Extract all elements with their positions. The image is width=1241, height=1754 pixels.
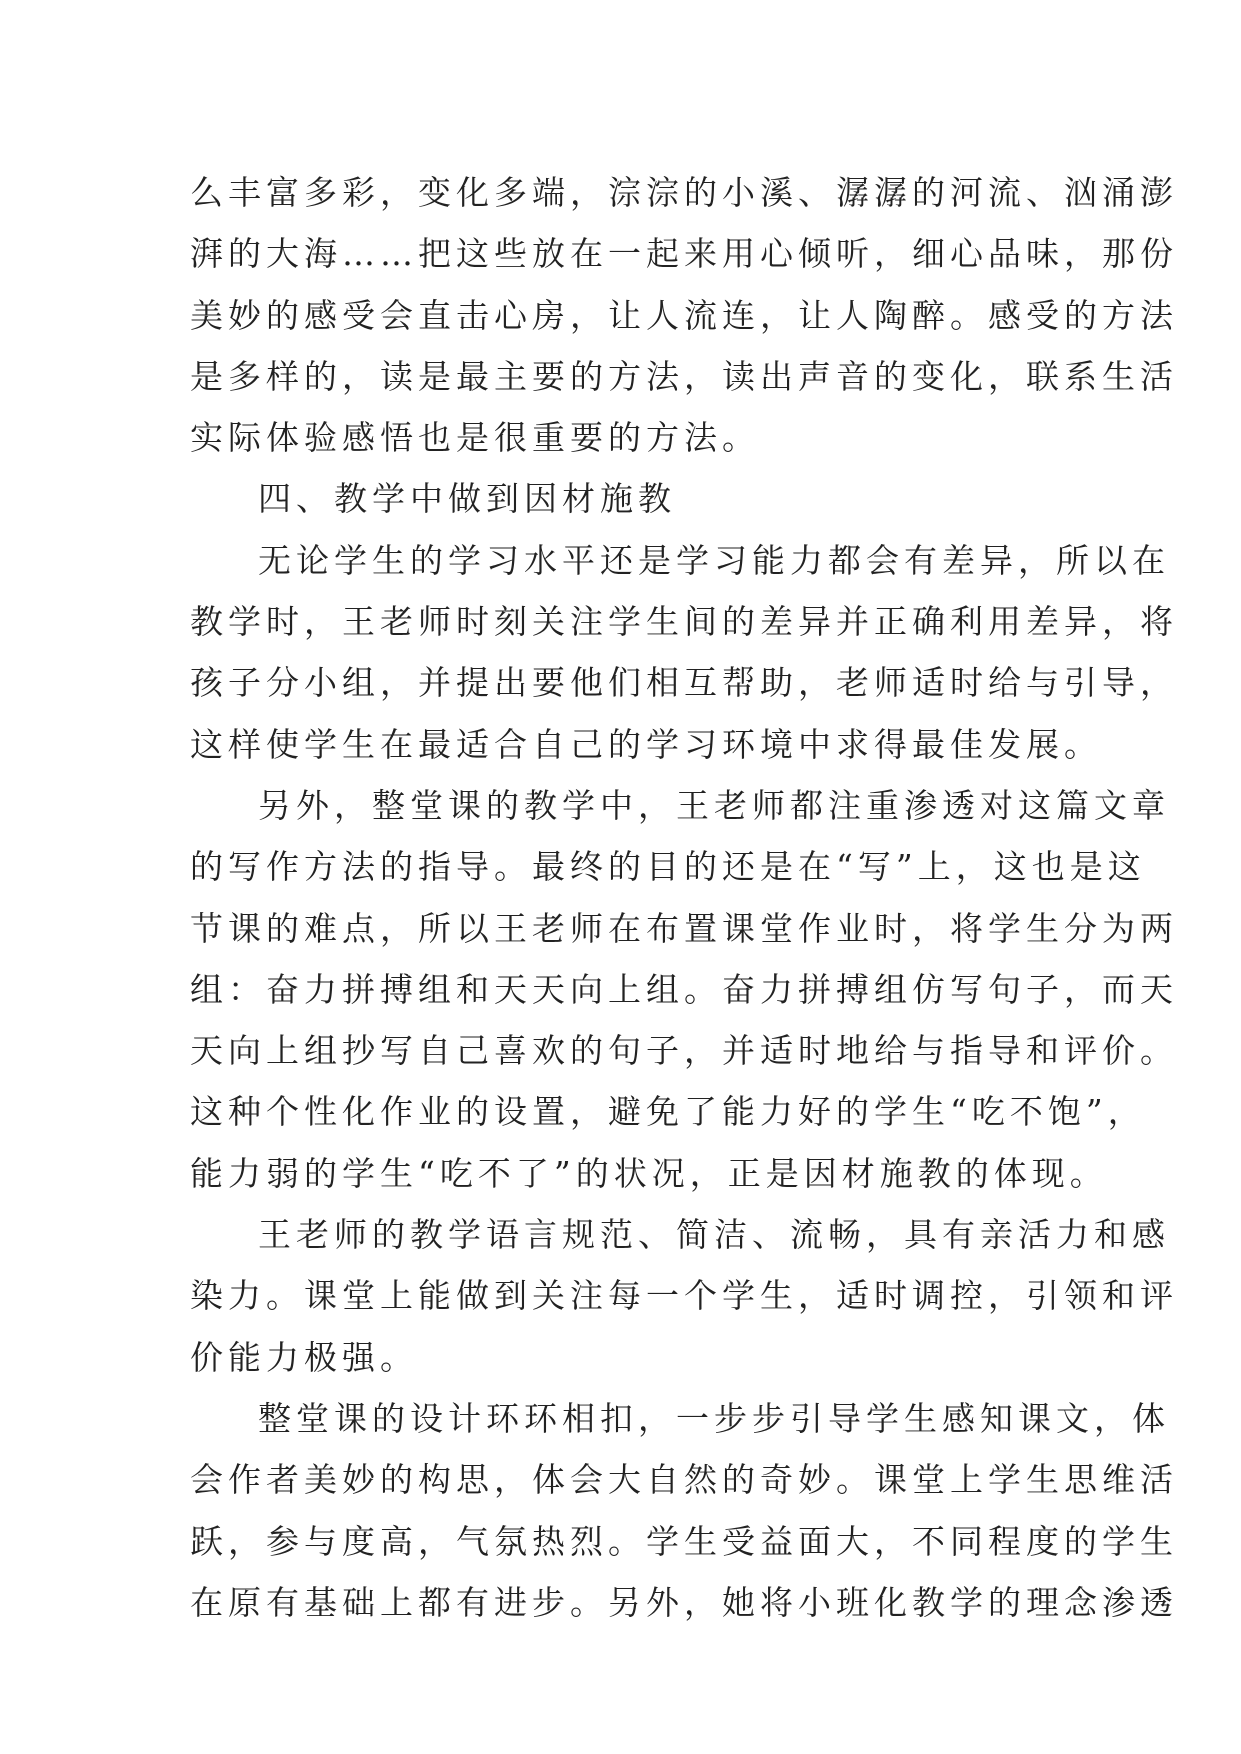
paragraph-start: 整堂课的设计环环相扣，一步步引导学生感知课文，体 [258,1398,1170,1438]
text-line: 这样使学生在最适合自己的学习环境中求得最佳发展。 [190,724,1102,764]
text-line: 实际体验感悟也是很重要的方法。 [190,418,760,458]
text-line: 组：奋力拼搏组和天天向上组。奋力拼搏组仿写句子，而天 [190,969,1178,1009]
text-line: 教学时，王老师时刻关注学生间的差异并正确利用差异，将 [190,602,1178,642]
text-line: 价能力极强。 [190,1337,418,1377]
text-line: 孩子分小组，并提出要他们相互帮助，老师适时给与引导， [190,663,1178,703]
paragraph-start: 王老师的教学语言规范、简洁、流畅，具有亲活力和感 [258,1215,1170,1255]
text-line: 湃的大海……把这些放在一起来用心倾听，细心品味，那份 [190,234,1178,274]
section-heading: 四、教学中做到因材施教 [258,479,676,519]
text-line: 天向上组抄写自己喜欢的句子，并适时地给与指导和评价。 [190,1031,1178,1071]
document-body [190,162,1178,1633]
text-line: 会作者美妙的构思，体会大自然的奇妙。课堂上学生思维活 [190,1460,1178,1500]
text-line: 在原有基础上都有进步。另外，她将小班化教学的理念渗透 [190,1582,1178,1622]
text-line: 跃，参与度高，气氛热烈。学生受益面大，不同程度的学生 [190,1521,1178,1561]
text-line: 染力。课堂上能做到关注每一个学生，适时调控，引领和评 [190,1276,1178,1316]
text-line: 是多样的，读是最主要的方法，读出声音的变化，联系生活 [190,356,1178,396]
text-line: 这种个性化作业的设置，避免了能力好的学生“吃不饱”， [190,1092,1146,1132]
text-line: 美妙的感受会直击心房，让人流连，让人陶醉。感受的方法 [190,295,1178,335]
text-line: 能力弱的学生“吃不了”的状况，正是因材施教的体现。 [190,1153,1108,1193]
paragraph-start: 无论学生的学习水平还是学习能力都会有差异，所以在 [258,540,1170,580]
text-line: 么丰富多彩，变化多端，淙淙的小溪、潺潺的河流、汹涌澎 [190,173,1178,212]
text-line: 节课的难点，所以王老师在布置课堂作业时，将学生分为两 [190,908,1178,948]
text-line: 的写作方法的指导。最终的目的还是在“写”上，这也是这 [190,847,1146,887]
paragraph-start: 另外，整堂课的教学中，王老师都注重渗透对这篇文章 [258,785,1170,825]
